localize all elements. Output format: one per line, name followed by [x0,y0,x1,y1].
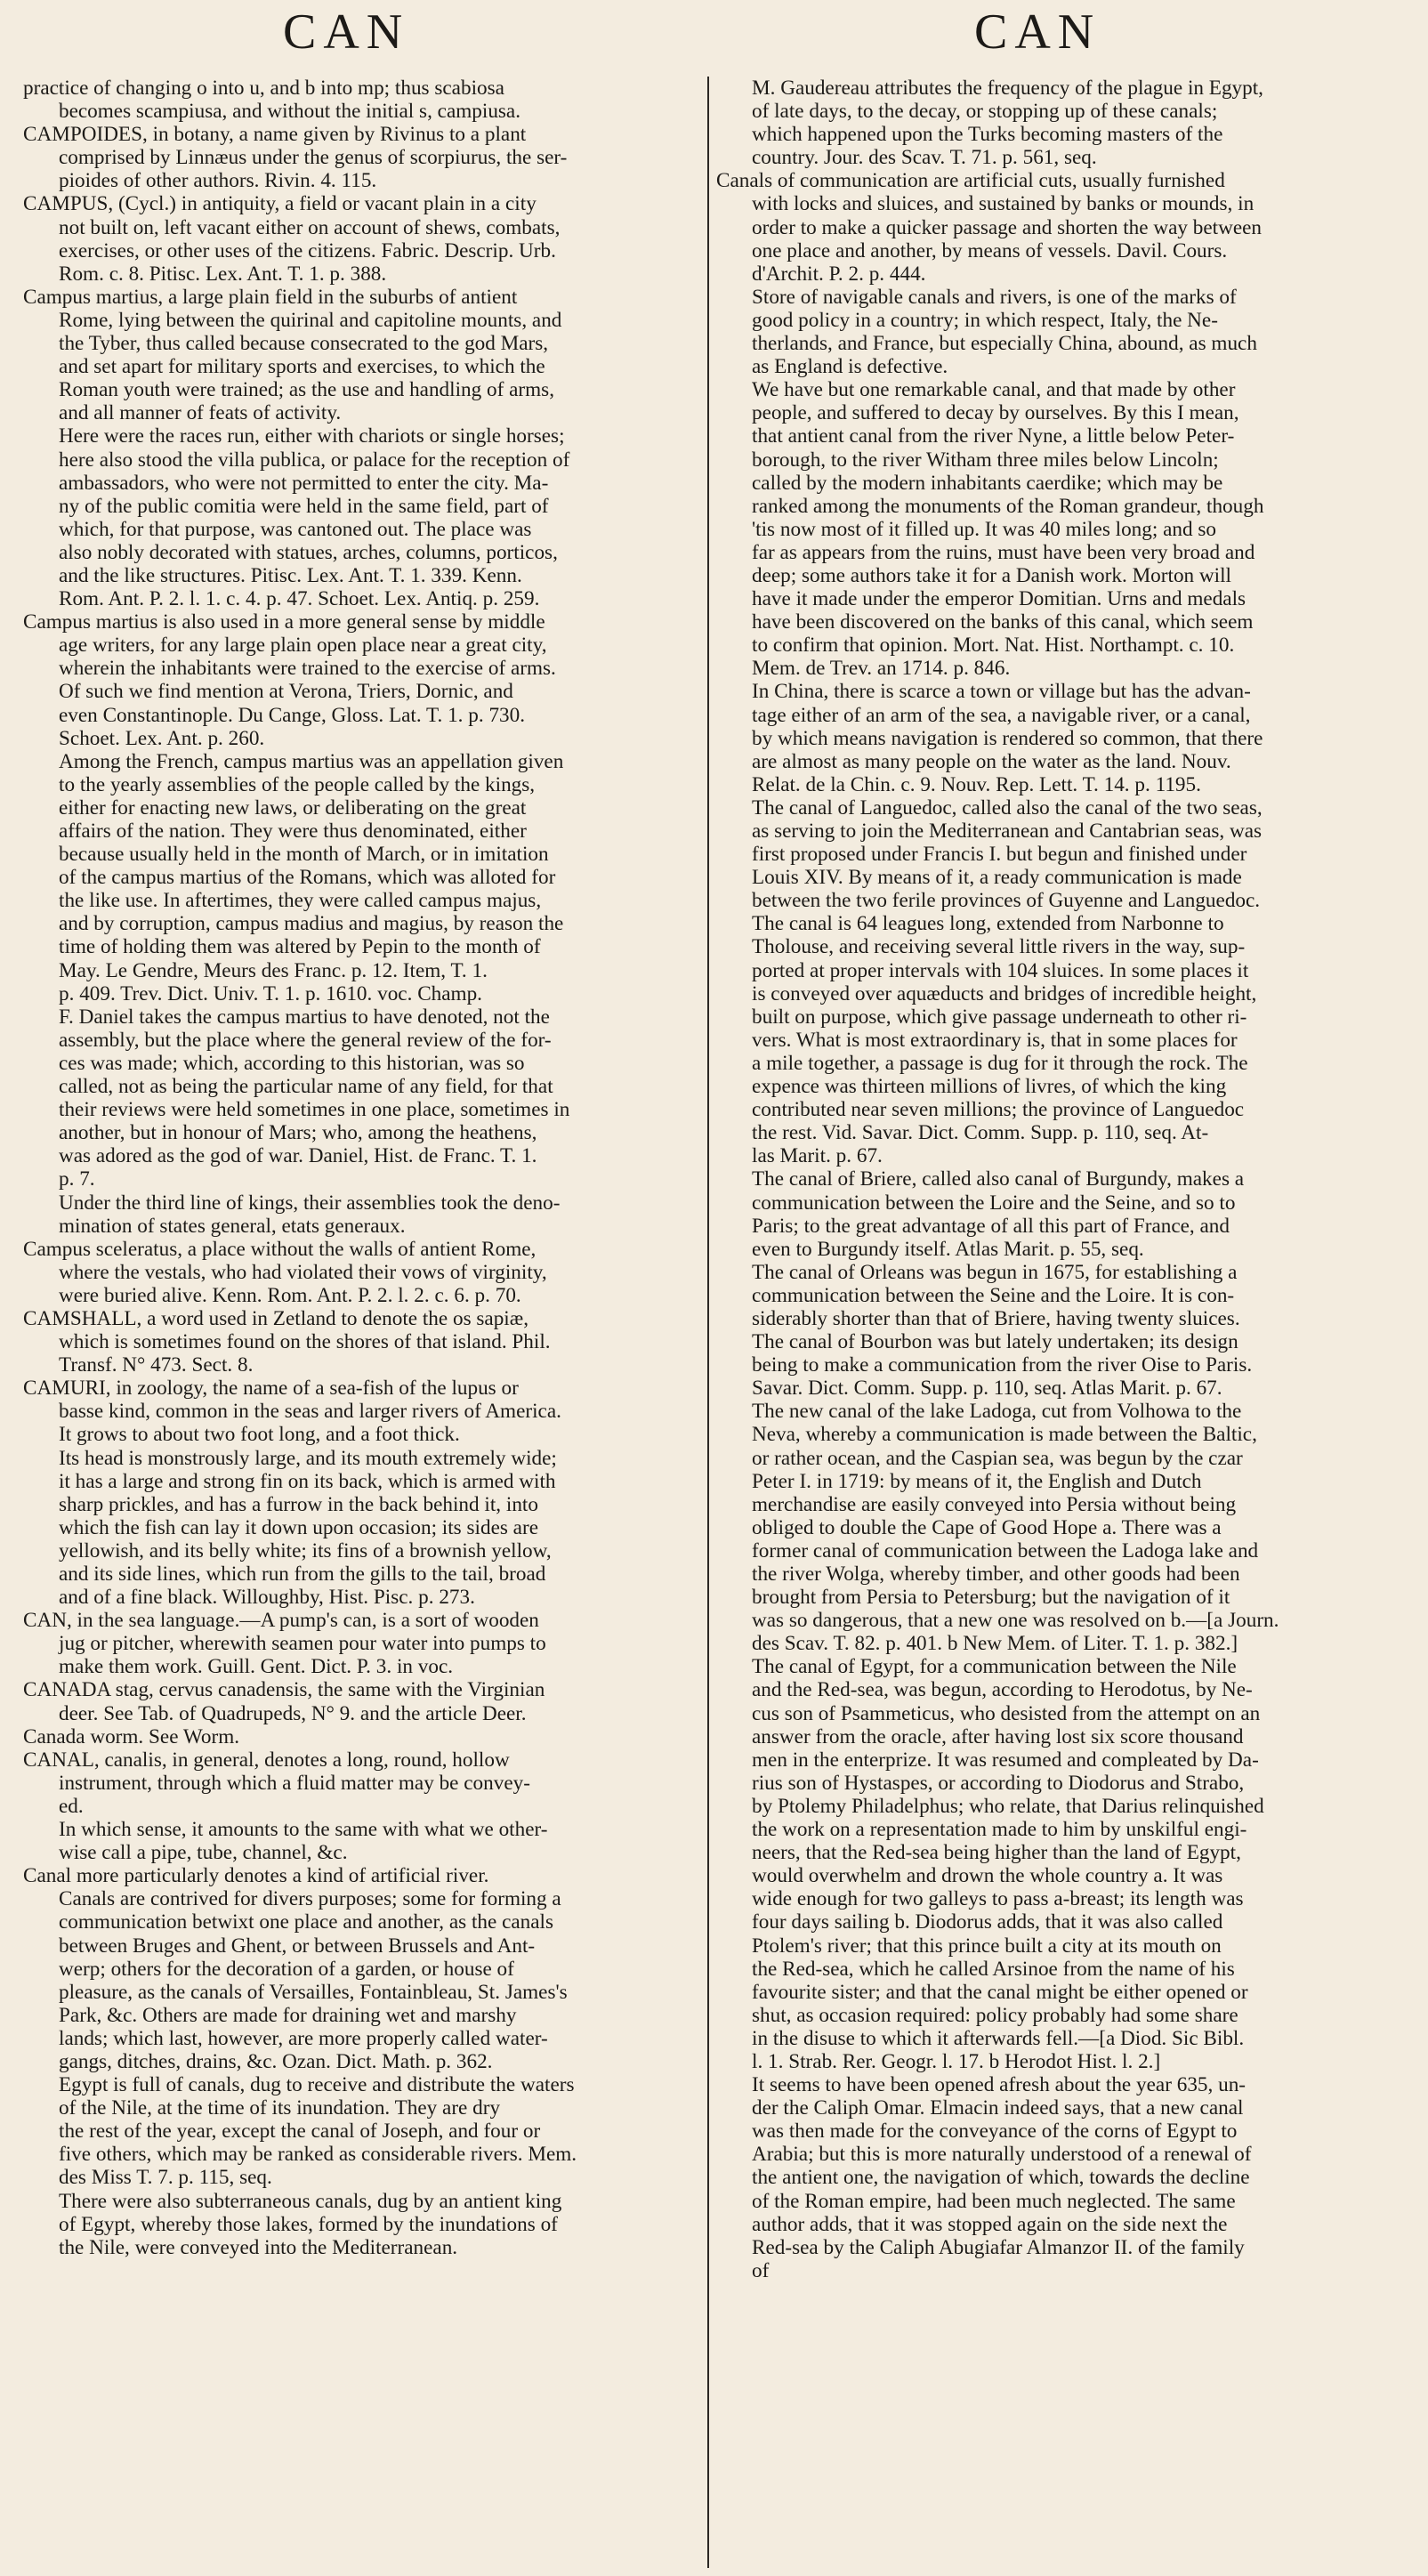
text-line: The canal of Egypt, for a communication between the Nile [752,1655,1237,1679]
text-line: affairs of the nation. They were thus denominated, either [59,820,527,843]
running-header [0,5,1428,59]
text-line: In China, there is scarce a town or village but has the advan- [752,680,1251,704]
text-line: and by corruption, campus madius and magius, by reason the [59,912,564,936]
text-line: the Red-sea, which he called Arsinoe from the name of his [752,1957,1235,1981]
text-line: it has a large and strong fin on its back, which is armed with [59,1469,556,1493]
text-line: instrument, through which a fluid matter may be convey- [59,1771,530,1795]
text-line: The canal of Orleans was begun in 1675, for establishing a [752,1260,1238,1284]
text-line: CAMSHALL, a word used in Zetland to denote the os sapiæ, [23,1306,529,1330]
text-line: ny of the public comitia were held in the same field, part of [59,494,549,518]
text-line: was adored as the god of war. Daniel, Hist. de Franc. T. 1. [59,1144,537,1168]
text-line: was so dangerous, that a new one was resolved on b.—[a Journ. [752,1609,1279,1633]
text-line: Its head is monstrously large, and its mouth extremely wide; [59,1446,557,1470]
text-line: Among the French, campus martius was an appellation given [59,749,564,773]
text-line: expence was thirteen millions of livres, of which the king [752,1075,1227,1099]
right-text-column [716,77,1401,2282]
text-line: In which sense, it amounts to the same with what we other- [59,1818,548,1842]
text-line: order to make a quicker passage and shorten the way between [752,215,1263,239]
text-line: wide enough for two galleys to pass a-breast; its length was [752,1887,1244,1911]
text-line: deer. See Tab. of Quadrupeds, N° 9. and the article Deer. [59,1701,527,1725]
text-line: Of such we find mention at Verona, Triers, Dornic, and [59,680,513,704]
text-line: lands; which last, however, are more properly called water- [59,2026,548,2050]
text-line: cus son of Psammeticus, who desisted from the attempt on an [752,1701,1261,1725]
text-line: CAN, in the sea language.—A pump's can, is a sort of wooden [23,1609,539,1633]
text-line: It grows to about two foot long, and a foot thick. [59,1423,460,1447]
text-line: the rest. Vid. Savar. Dict. Comm. Supp. p. 110, seq. At- [752,1121,1209,1145]
text-line: The canal of Bourbon was but lately undertaken; its design [752,1330,1238,1354]
text-line: time of holding them was altered by Pepin to the month of [59,935,541,959]
text-line: F. Daniel takes the campus martius to have denoted, not the [59,1005,550,1029]
text-line: favourite sister; and that the canal might be either opened or [752,1980,1248,2004]
text-line: age writers, for any large plain open place near a great city, [59,634,547,658]
text-line: also nobly decorated with statues, arches, columns, porticos, [59,540,558,564]
text-line: author adds, that it was stopped again on the side next the [752,2212,1228,2236]
text-line: five others, which may be ranked as considerable rivers. Mem. [59,2143,577,2167]
text-line: that antient canal from the river Nyne, a little below Peter- [752,424,1235,448]
text-line: Park, &c. Others are made for draining wet and marshy [59,2003,517,2027]
text-line: and of a fine black. Willoughby, Hist. Pisc. p. 273. [59,1586,475,1610]
text-line: des Miss T. 7. p. 115, seq. [59,2166,272,2190]
text-line: country. Jour. des Scav. T. 71. p. 561, seq. [752,146,1097,170]
text-line: communication betwixt one place and another, as the canals [59,1910,554,1934]
text-line: Rome, lying between the quirinal and capitoline mounts, and [59,308,562,332]
text-line: las Marit. p. 67. [752,1144,883,1168]
text-line: ported at proper intervals with 104 sluices. In some places it [752,958,1249,982]
text-line: Louis XIV. By means of it, a ready communication is made [752,866,1242,890]
text-line: between Bruges and Ghent, or between Brussels and Ant- [59,1934,536,1958]
text-line: the Nile, were conveyed into the Mediterranean. [59,2235,458,2259]
text-line: des Scav. T. 82. p. 401. b New Mem. of Liter. T. 1. p. 382.] [752,1632,1238,1656]
text-line: of [752,2258,770,2282]
text-line: which is sometimes found on the shores of that island. Phil. [59,1330,551,1354]
text-line: p. 409. Trev. Dict. Univ. T. 1. p. 1610. voc. Champ. [59,981,482,1005]
text-line: to confirm that opinion. Mort. Nat. Hist. Northampt. c. 10. [752,634,1235,658]
text-line: assembly, but the place where the general review of the for- [59,1028,552,1052]
text-line: are almost as many people on the water as the land. Nouv. [752,749,1231,773]
text-line: jug or pitcher, wherewith seamen pour water into pumps to [59,1632,546,1656]
text-line: CANAL, canalis, in general, denotes a long, round, hollow [23,1748,510,1772]
text-line: in the disuse to which it afterwards fell.—[a Diod. Sic Bibl. [752,2026,1245,2050]
text-line: Canal more particularly denotes a kind of artificial river. [23,1864,489,1888]
text-line: Savar. Dict. Comm. Supp. p. 110, seq. Atlas Marit. p. 67. [752,1377,1222,1401]
text-line: Red-sea by the Caliph Abugiafar Almanzor II. of the family [752,2235,1245,2259]
text-line: have it made under the emperor Domitian. Urns and medals [752,587,1246,611]
text-line: ces was made; which, according to this historian, was so [59,1051,525,1075]
text-line: people, and suffered to decay by ourselves. By this I mean, [752,401,1239,425]
text-line: siderably shorter than that of Briere, having twenty sluices. [752,1306,1240,1330]
text-line: Arabia; but this is more naturally understood of a renewal of [752,2143,1252,2167]
text-line: communication between the Seine and the Loire. It is con- [752,1283,1235,1307]
text-line: one place and another, by means of vessels. Davil. Cours. [752,238,1228,262]
text-line: Relat. de la Chin. c. 9. Nouv. Rep. Lett. T. 14. p. 1195. [752,772,1201,796]
text-line: because usually held in the month of March, or in imitation [59,843,549,867]
text-line: Schoet. Lex. Ant. p. 260. [59,726,265,750]
header-left-catchword: CAN [283,4,410,60]
text-line: shut, as occasion required: policy probably had some share [752,2003,1238,2027]
text-line: and the like structures. Pitisc. Lex. Ant. T. 1. 339. Kenn. [59,563,522,587]
text-line: of the campus martius of the Romans, which was alloted for [59,866,556,890]
text-line: of Egypt, whereby those lakes, formed by the inundations of [59,2212,558,2236]
text-line: ed. [59,1794,84,1818]
text-line: another, but in honour of Mars; who, among the heathens, [59,1121,537,1145]
text-line: as serving to join the Mediterranean and Cantabrian seas, was [752,820,1263,843]
text-line: is conveyed over aquæducts and bridges of incredible height, [752,981,1257,1005]
text-line: answer from the oracle, after having lost six score thousand [752,1724,1244,1748]
text-line: therlands, and France, but especially China, abound, as much [752,332,1257,356]
text-line: Mem. de Trev. an 1714. p. 846. [752,657,1011,681]
text-line: by which means navigation is rendered so common, that there [752,726,1263,750]
text-line: The canal of Languedoc, called also the canal of the two seas, [752,795,1263,820]
text-line: Here were the races run, either with chariots or single horses; [59,424,565,448]
text-line: a mile together, a passage is dug for it through the rock. The [752,1051,1248,1075]
text-line: to the yearly assemblies of the people called by the kings, [59,772,536,796]
text-line: Rom. Ant. P. 2. l. 1. c. 4. p. 47. Schoet. Lex. Antiq. p. 259. [59,587,540,611]
text-line: d'Archit. P. 2. p. 444. [752,262,926,286]
text-line: obliged to double the Cape of Good Hope a. There was a [752,1515,1222,1539]
text-line: good policy in a country; in which respect, Italy, the Ne- [752,308,1218,332]
text-line: 'tis now most of it filled up. It was 40 miles long; and so [752,517,1217,541]
text-line: May. Le Gendre, Meurs des Franc. p. 12. Item, T. 1. [59,958,488,982]
text-line: and set apart for military sports and exercises, to which the [59,355,545,379]
text-line: Store of navigable canals and rivers, is one of the marks of [752,285,1237,309]
text-line: was then made for the conveyance of the corns of Egypt to [752,2120,1238,2144]
text-line: communication between the Loire and the Seine, and so to [752,1191,1236,1215]
text-line: of late days, to the decay, or stopping up of these canals; [752,100,1218,124]
left-text-column [23,77,692,2259]
text-line: of the Roman empire, had been much neglected. The same [752,2189,1236,2213]
text-line: would overwhelm and drown the whole country a. It was [752,1864,1223,1888]
text-line: Canals of communication are artificial cuts, usually furnished [716,169,1225,193]
text-line: merchandise are easily conveyed into Persia without being [752,1492,1237,1516]
text-line: CAMPUS, (Cycl.) in antiquity, a field or vacant plain in a city [23,192,537,216]
text-line: We have but one remarkable canal, and that made by other [752,378,1236,402]
text-line: gangs, ditches, drains, &c. Ozan. Dict. Math. p. 362. [59,2049,493,2073]
text-line: Canals are contrived for divers purposes; some for forming a [59,1887,561,1911]
text-line: Under the third line of kings, their assemblies took the deno- [59,1191,561,1215]
text-line: Peter I. in 1719: by means of it, the English and Dutch [752,1469,1202,1493]
text-line: men in the enterprize. It was resumed and compleated by Da- [752,1748,1259,1772]
text-line: called, not as being the particular name of any field, for that [59,1075,553,1099]
text-line: Transf. N° 473. Sect. 8. [59,1353,254,1377]
text-line: wise call a pipe, tube, channel, &c. [59,1841,348,1865]
text-line: make them work. Guill. Gent. Dict. P. 3. in voc. [59,1655,454,1679]
text-line: Egypt is full of canals, dug to receive and distribute the waters [59,2073,575,2097]
text-line: with locks and sluices, and sustained by banks or mounds, in [752,192,1255,216]
text-line: Neva, whereby a communication is made between the Baltic, [752,1423,1257,1447]
text-line: between the two ferile provinces of Guyenne and Languedoc. [752,889,1261,913]
text-line: have been discovered on the banks of this canal, which seem [752,610,1254,634]
text-line: were buried alive. Kenn. Rom. Ant. P. 2. l. 2. c. 6. p. 70. [59,1283,521,1307]
text-line: exercises, or other uses of the citizens. Fabric. Descrip. Urb. [59,238,556,262]
text-line: former canal of communication between the Ladoga lake and [752,1538,1259,1563]
text-line: It seems to have been opened afresh about the year 635, un- [752,2073,1246,2097]
text-line: either for enacting new laws, or deliberating on the great [59,795,527,820]
text-line: CAMPOIDES, in botany, a name given by Rivinus to a plant [23,123,527,147]
text-line: der the Caliph Omar. Elmacin indeed says, that a new canal [752,2096,1244,2120]
text-line: rius son of Hystaspes, or according to Diodorus and Strabo, [752,1771,1245,1795]
text-line: ambassadors, who were not permitted to enter the city. Ma- [59,471,549,495]
text-line: borough, to the river Witham three miles below Lincoln; [752,448,1219,472]
text-line: p. 7. [59,1167,95,1191]
text-line: wherein the inhabitants were trained to the exercise of arms. [59,657,556,681]
text-line: Campus martius, a large plain field in the suburbs of antient [23,285,518,309]
text-line: pleasure, as the canals of Versailles, Fontainbleau, St. James's [59,1980,568,2004]
text-line: where the vestals, who had violated their vows of virginity, [59,1260,547,1284]
text-line: and all manner of feats of activity. [59,401,342,425]
text-line: deep; some authors take it for a Danish work. Morton will [752,563,1231,587]
text-line: The new canal of the lake Ladoga, cut from Volhowa to the [752,1400,1242,1424]
text-line: four days sailing b. Diodorus adds, that it was also called [752,1910,1223,1934]
text-line: which, for that purpose, was cantoned out. The place was [59,517,532,541]
text-line: practice of changing o into u, and b into mp; thus scabiosa [23,77,504,100]
text-line: not built on, left vacant either on account of shews, combats, [59,215,561,239]
text-line: werp; others for the decoration of a garden, or house of [59,1957,514,1981]
text-line: built on purpose, which give passage underneath to other ri- [752,1005,1247,1029]
text-line: the antient one, the navigation of which, towards the decline [752,2166,1250,2190]
text-line: There were also subterraneous canals, dug by an antient king [59,2189,562,2213]
header-right-catchword: CAN [974,4,1101,60]
text-line: yellowish, and its belly white; its fins of a brownish yellow, [59,1538,552,1563]
text-line: being to make a communication from the river Oise to Paris. [752,1353,1253,1377]
text-line: Campus martius is also used in a more general sense by middle [23,610,545,634]
text-line: sharp prickles, and has a furrow in the back behind it, into [59,1492,538,1516]
text-line: Roman youth were trained; as the use and handling of arms, [59,378,554,402]
text-line: Tholouse, and receiving several little rivers in the way, sup- [752,935,1246,959]
text-line: and its side lines, which run from the gills to the tail, broad [59,1563,546,1586]
text-line: the work on a representation made to him by unskilful engi- [752,1818,1247,1842]
text-line: CANADA stag, cervus canadensis, the same with the Virginian [23,1678,545,1702]
text-line: Campus sceleratus, a place without the walls of antient Rome, [23,1237,537,1261]
text-line: The canal of Briere, called also canal of Burgundy, makes a [752,1167,1245,1191]
text-line: Rom. c. 8. Pitisc. Lex. Ant. T. 1. p. 388. [59,262,387,286]
text-line: or rather ocean, and the Caspian sea, was begun by the czar [752,1446,1243,1470]
text-line: first proposed under Francis I. but begun and finished under [752,843,1247,867]
text-line: ranked among the monuments of the Roman grandeur, though [752,494,1264,518]
text-line: of the Nile, at the time of its inundation. They are dry [59,2096,501,2120]
text-line: mination of states general, etats generaux. [59,1214,406,1238]
text-line: pioides of other authors. Rivin. 4. 115. [59,169,377,193]
text-line: brought from Persia to Petersburg; but the navigation of it [752,1586,1230,1610]
text-line: l. 1. Strab. Rer. Geogr. l. 17. b Herodot Hist. l. 2.] [752,2049,1161,2073]
text-line: the rest of the year, except the canal of Joseph, and four or [59,2120,541,2144]
text-line: called by the modern inhabitants caerdike; which may be [752,471,1223,495]
text-line: basse kind, common in the seas and larger rivers of America. [59,1400,561,1424]
text-line: by Ptolemy Philadelphus; who relate, that Darius relinquished [752,1794,1264,1818]
text-line: Paris; to the great advantage of all this part of France, and [752,1214,1230,1238]
text-line: far as appears from the ruins, must have been very broad and [752,540,1255,564]
text-line: tage either of an arm of the sea, a navigable river, or a canal, [752,703,1251,727]
text-line: the like use. In aftertimes, they were called campus majus, [59,889,542,913]
text-line: and the Red-sea, was begun, according to Herodotus, by Ne- [752,1678,1253,1702]
text-line: the Tyber, thus called because consecrated to the god Mars, [59,332,549,356]
text-line: becomes scampiusa, and without the initial s, campiusa. [59,100,521,124]
text-line: The canal is 64 leagues long, extended from Narbonne to [752,912,1224,936]
text-line: which happened upon the Turks becoming masters of the [752,123,1223,147]
text-line: contributed near seven millions; the province of Languedoc [752,1098,1245,1122]
text-line: as England is defective. [752,355,948,379]
text-line: here also stood the villa publica, or palace for the reception of [59,448,570,472]
text-line: Canada worm. See Worm. [23,1724,240,1748]
text-line: CAMURI, in zoology, the name of a sea-fish of the lupus or [23,1377,519,1401]
text-line: vers. What is most extraordinary is, that in some places for [752,1028,1238,1052]
text-line: which the fish can lay it down upon occasion; its sides are [59,1515,538,1539]
text-line: Ptolem's river; that this prince built a city at its mouth on [752,1934,1222,1958]
text-line: the river Wolga, whereby timber, and other goods had been [752,1563,1240,1586]
text-line: comprised by Linnæus under the genus of scorpiurus, the ser- [59,146,568,170]
text-line: even Constantinople. Du Cange, Gloss. Lat. T. 1. p. 730. [59,703,526,727]
text-line: their reviews were held sometimes in one place, sometimes in [59,1098,570,1122]
text-line: M. Gaudereau attributes the frequency of the plague in Egypt, [752,77,1263,100]
column-divider-rule [707,77,709,2568]
text-line: neers, that the Red-sea being higher than the land of Egypt, [752,1841,1241,1865]
text-line: even to Burgundy itself. Atlas Marit. p. 55, seq. [752,1237,1144,1261]
